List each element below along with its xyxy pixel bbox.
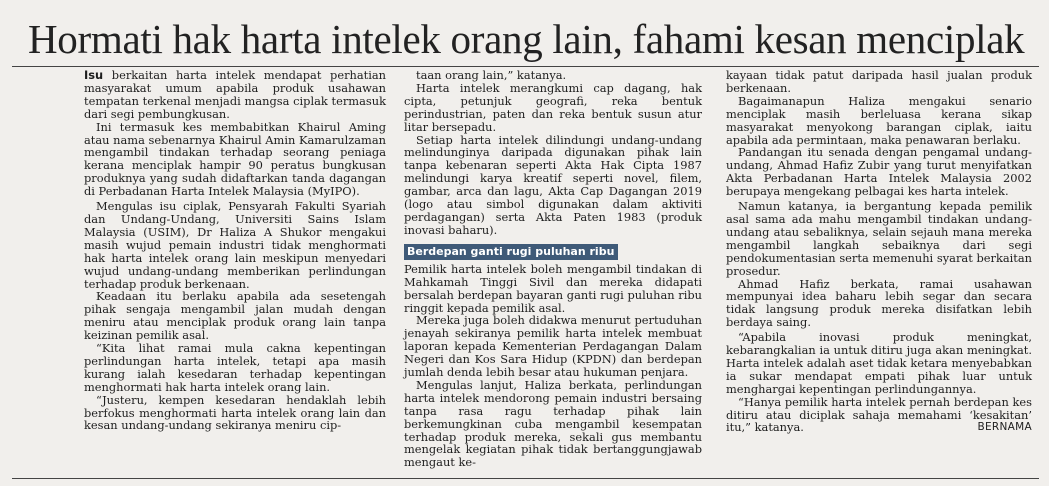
column-1 — [84, 69, 386, 432]
byline-credit: BERNAMA — [977, 421, 1032, 434]
column-3 — [726, 69, 1032, 434]
paragraph: “Justeru, kempen kesedaran hendaklah lebih berfokus menghormati harta intelek orang lain dan kesan undang-undang sekiranya meniru cip- — [84, 392, 386, 433]
paragraph: “Apabila inovasi produk meningkat, kebarangkalian ia untuk ditiru juga akan meningkat. Harta intelek adalah aset tidak ketara menyebabkan ia sukar mendapat empati pihak luar untuk menghargai kepentingan perlindungannya. — [726, 330, 1032, 396]
paragraph: taan orang lain,” katanya. — [416, 68, 567, 82]
paragraph: Ahmad Hafiz berkata, ramai usahawan mempunyai idea baharu lebih segar dan secara tidak langsung produk mereka disifatkan lebih berdaya saing. — [726, 276, 1032, 330]
paragraph: Keadaan itu berlaku apabila ada sesetengah pihak sengaja mengambil jalan mudah dengan meniru atau menciplak produk orang lain tanpa keizinan pemilik asal. — [84, 289, 386, 343]
paragraph-text: berkaitan harta intelek mendapat perhatian masyarakat umum apabila produk usahawan tempatan terkenal menjadi mangsa ciplak termasuk dari segi pembungkusan. — [84, 68, 386, 121]
section-subheading: Berdepan ganti rugi puluhan ribu — [404, 244, 618, 260]
paragraph: Mengulas isu ciplak, Pensyarah Fakulti Syariah dan Undang-Undang, Universiti Sains Islam Malaysia (USIM), Dr Haliza A Shukor mengakui masih wujud pemain industri tidak menghormati hak harta intelek orang lain meskipun menyedari wujud undang-undang memberikan perlindungan terhadap produk berkenaan. — [84, 199, 386, 291]
paragraph-text: “Hanya pemilik harta intelek pernah berdepan kes ditiru atau diciplak sahaja memahami ‘kesakitan’ itu,” katanya. — [726, 394, 1032, 435]
paragraph — [84, 69, 386, 121]
paragraph: Bagaimanapun Haliza mengakui senario menciplak masih berleluasa kerana sikap masyarakat menyokong barangan ciplak, iaitu apabila ada permintaan, maka penawaran berlaku. — [726, 93, 1032, 147]
bottom-rule — [12, 478, 1039, 479]
paragraph — [726, 396, 1032, 435]
lead-word: Isu — [84, 68, 104, 82]
headline: Hormati hak harta intelek orang lain, fahami kesan menciplak — [28, 16, 1025, 62]
paragraph: Ini termasuk kes membabitkan Khairul Aming atau nama sebenarnya Khairul Amin Kamarulzaman mengambil tindakan terhadap seorang peniaga kerana menciplak hampir 90 peratus bungkusan produknya yang sudah didaftarkan tanda dagangan di Perbadanan Harta Intelek Malaysia (MyIPO). — [84, 119, 386, 199]
headline-rule — [12, 66, 1039, 67]
paragraph: Mengulas lanjut, Haliza berkata, perlindungan harta intelek mendorong pemain industri bersaing tanpa rasa ragu terhadap pihak lain berkemungkinan cuba mengambil kesempatan terhadap produk mereka, sekali gus membantu mengelak kegiatan pihak tidak bertanggungjawab mengaut ke- — [404, 377, 702, 470]
paragraph: Setiap harta intelek dilindungi undang-undang melindunginya daripada digunakan pihak lain tanpa kebenaran seperti Akta Hak Cipta 1987 melindungi karya kreatif seperti novel, filem, gambar, arca dan lagu, Akta Cap Dagangan 2019 (logo atau simbol digunakan dalam aktiviti perdagangan) serta Akta Paten 1983 (produk inovasi baharu). — [404, 132, 702, 237]
paragraph: Harta intelek merangkumi cap dagang, hak cipta, petunjuk geografi, reka bentuk perindustrian, paten dan reka bentuk susun atur litar bersepadu. — [404, 80, 702, 134]
paragraph: Pandangan itu senada dengan pengamal undang-undang, Ahmad Hafiz Zubir yang turut menyifatkan Akta Perbadanan Harta Intelek Malaysia 2002 berupaya mengekang pelbagai kes harta intelek. — [726, 145, 1032, 199]
paragraph: kayaan tidak patut daripada hasil jualan produk berkenaan. — [726, 68, 1032, 95]
column-2 — [404, 69, 702, 469]
paragraph: Namun katanya, ia bergantung kepada pemilik asal sama ada mahu mengambil tindakan undang-undang atau sebaliknya, selain sejauh mana mereka mengambil langkah sebaiknya dari segi pendokumentasian serta memenuhi syarat berkaitan prosedur. — [726, 199, 1032, 278]
paragraph: Pemilik harta intelek boleh mengambil tindakan di Mahkamah Tinggi Sivil dan mereka didapati bersalah berdepan bayaran ganti rugi puluhan ribu ringgit kepada pemilik asal. — [404, 261, 702, 315]
paragraph: Mereka juga boleh didakwa menurut pertuduhan jenayah sekiranya pemilik harta intelek membuat laporan kepada Kementerian Perdagangan Dalam Negeri dan Kos Sara Hidup (KPDN) dan berdepan jumlah denda lebih besar atau hukuman penjara. — [404, 313, 702, 380]
paragraph: “Kita lihat ramai mula cakna kepentingan perlindungan harta intelek, tetapi apa masih kurang ialah kesedaran terhadap kepentingan menghormati hak harta intelek orang lain. — [84, 341, 386, 394]
